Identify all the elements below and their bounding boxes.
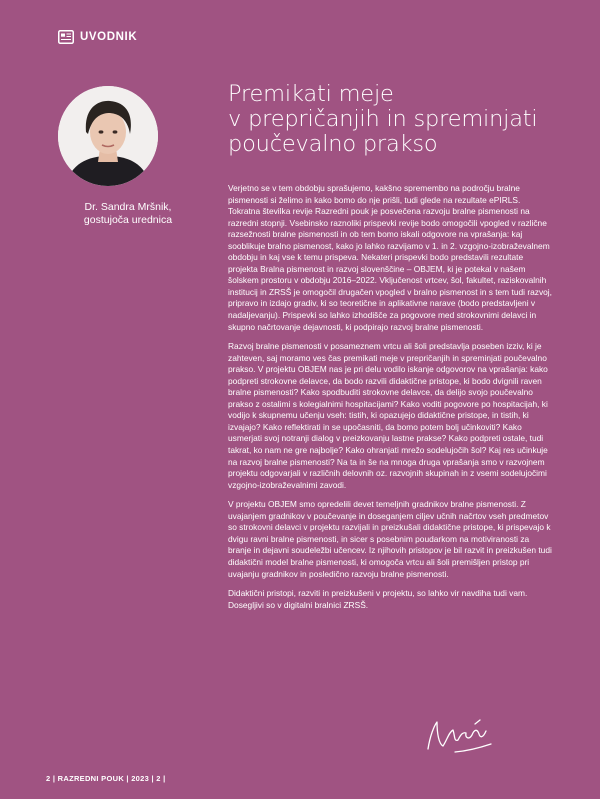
title-line: Premikati meje xyxy=(228,81,394,107)
paragraph: Verjetno se v tem obdobju sprašujemo, kakšno spremembo na področju bralne pismenosti si želimo in kako bomo do nje prišli, tudi glede na rezultate ePIRLS. Tokratna številka revije Razredni pouk je posvečena razvoju bralne pismenosti na razredni stopnji. Vsebinsko raznoliki prispevki revije bodo omogočili vpogled v različne razsežnosti bralne pismenosti in ob tem bomo iskali odgovore na vprašanja: kaj sooblikuje bralno pismenost, kako jo lahko razvijamo v 1. in 2. vzgojno-izobraževalnem obdobju in kaj vse k temu prispeva. Nekateri prispevki bodo predstavili rezultate projekta Bralna pismenost in razvoj slovenščine – OBJEM, ki je potekal v našem šolskem prostoru v obdobju 2016–2022. Vključenost vrtcev, šol, fakultet, raziskovalnih institucij in ZRSŠ je omogočil drugačen vpogled v bralno pismenost in s tem tudi razvoj, pripravo in izdajo gradiv, ki so teoretične in aplikativne narave (bodo predstavljeni v nadaljevanju). Prispevki so lahko izhodišče za pogovore med strokovnimi delavci in skupno načrtovanje dejavnosti, ki podpirajo razvoj bralne pismenosti. xyxy=(228,183,552,332)
author-caption xyxy=(58,201,198,227)
author-photo xyxy=(58,86,158,186)
author-role: gostujoča urednica xyxy=(83,214,173,226)
article-title xyxy=(228,82,568,157)
paragraph: V projektu OBJEM smo opredelili devet temeljnih gradnikov bralne pismenosti. Z uvajanjem gradnikov v poučevanje in doseganjem ciljev učnih načrtov vseh predmetov so strokovni delavci v projektu razvijali in preizkušali didaktične pristope, ki prispevajo k dvigu ravni bralne pismenosti, in sicer s posebnim poudarkom na motiviranosti za branje in dejavni soudeležbi učencev. Iz njihovih pristopov je bil razvit in preizkušen tudi didaktični model bralne pismenosti, ki omogoča vrtcu ali šoli premišljen pristop pri uvajanju gradnikov in posledično razvoju bralne pismenosti. xyxy=(228,499,552,579)
section-header xyxy=(58,30,137,44)
article-body xyxy=(228,183,552,619)
signature xyxy=(425,716,495,756)
paragraph: Razvoj bralne pismenosti v posameznem vrtcu ali šoli predstavlja poseben izziv, ki je zahteven, saj moramo ves čas premikati meje v prepričanjih in spreminjati poučevalno prakso. V projektu OBJEM nas je pri delu vodilo iskanje odgovorov na vprašanja: kako podpreti strokovne delavce, da bodo razvili didaktične pristope, ki bodo dvignili raven bralne pismenosti? Kako spodbuditi strokovne delavce, da delijo svojo poučevalno prakso z ostalimi s kolegialnimi hospitacijami? Kako voditi pogovore po hospitacijah, ki vodijo k skupnemu učenju vseh: tistih, ki opazujejo didaktične pristope, in tistih, ki izvajajo? Kako reflektirati in se upočasniti, da bomo potem bolj učinkoviti? Kako usmerjati svoj notranji dialog v preizkovanju lastne prakse? Kako podpreti ostale, tudi takrat, ko nam ne gre najbolje? Kako ohranjati mrežo sodelujočih šol? Kaj res učinkuje na razvoj bralne pismenosti? Na ta in še na mnoga druga vprašanja smo v razvojnem projektu odgovarjali v različnih delovnih oz. razvojnih skupinah in z vsemi sodelujočimi vzgojno-izobraževalnimi zavodi. xyxy=(228,341,548,490)
title-line: poučevalno prakso xyxy=(228,131,438,157)
section-label: UVODNIK xyxy=(80,31,138,43)
page-footer: 2 | RAZREDNI POUK | 2023 | 2 | xyxy=(46,774,166,783)
document-icon xyxy=(58,30,74,44)
paragraph: Didaktični pristopi, razviti in preizkušeni v projektu, so lahko vir navdiha tudi vam. Dosegljivi so v digitalni bralnici ZRSŠ. xyxy=(228,588,528,610)
author-name: Dr. Sandra Mršnik, xyxy=(84,201,172,213)
title-line: v prepričanjih in spreminjati xyxy=(228,106,538,132)
